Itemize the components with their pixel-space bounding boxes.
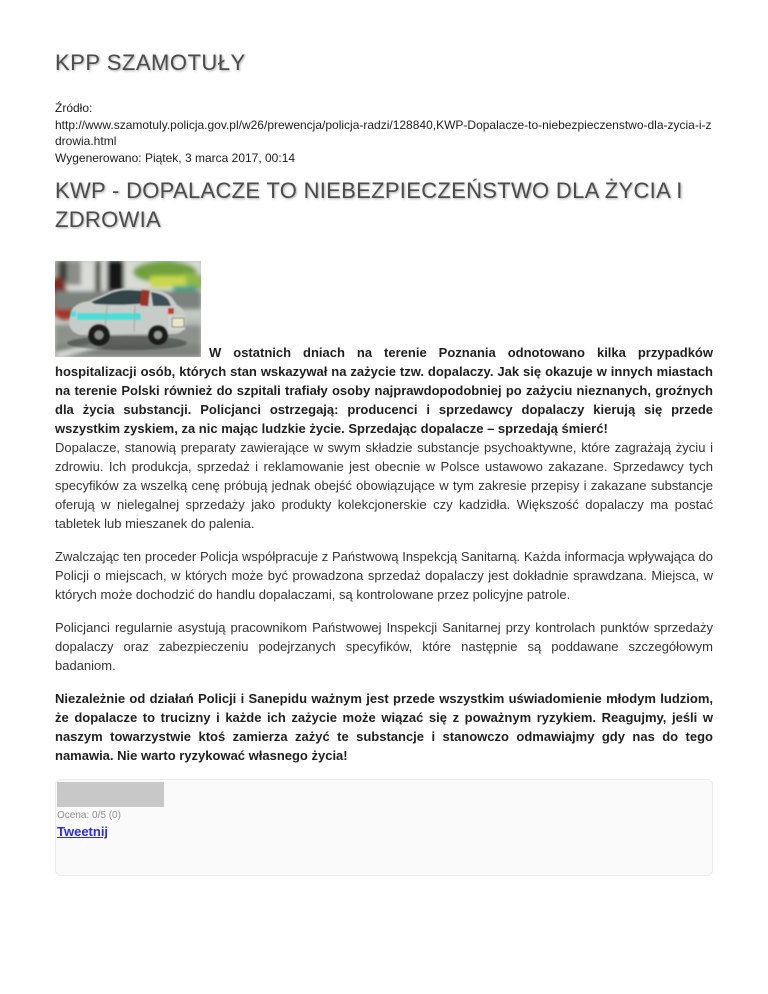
- article-body: [55, 261, 713, 765]
- source-block: [55, 100, 713, 166]
- lead-paragraph: [55, 261, 713, 438]
- closing-paragraph: Niezależnie od działań Policji i Sanepidu ważnym jest przede wszystkim uświadomienie młodym ludziom, że dopalacze to trucizny i każde ich zażycie może wiązać się z poważnym ryzykiem. Reagujmy, jeśli w naszym towarzystwie ktoś zamierza zażyć te substancje i stanowczo odmawiajmy gdy nas do tego namawia. Nie warto ryzykować własnego życia!: [55, 691, 713, 763]
- source-url: http://www.szamotuly.policja.gov.pl/w26/prewencja/policja-radzi/128840,KWP-Dopalacze-to-niebezpieczenstwo-dla-zycia-i-zdrowia.html: [55, 117, 712, 148]
- rating-widget-placeholder[interactable]: [57, 782, 164, 807]
- police-car-photo: [55, 261, 201, 357]
- rating-score: Ocena: 0/5 (0): [57, 810, 121, 821]
- article-title: KWP - DOPALACZE TO NIEBEZPIECZEŃSTWO DLA ŻYCIA I ZDROWIA: [55, 178, 683, 232]
- generated-line: Wygenerowano: Piątek, 3 marca 2017, 00:14: [55, 150, 296, 165]
- lead-text: W ostatnich dniach na terenie Poznania odnotowano kilka przypadków hospitalizacji osób, których stan wskazywał na zażycie tzw. dopalaczy. Jak się okazuje w innych miastach na terenie Polski również do szpitali trafiały osoby najprawdopodobniej po zażyciu nieznanych, groźnych dla życia substancji. Policjanci ostrzegają: producenci i sprzedawcy dopalaczy kierują się przede wszystkim zyskiem, za nic mając ludzkie życie. Sprzedając dopalacze – sprzedają śmierć!: [55, 345, 713, 436]
- paragraph-1: Dopalacze, stanowią preparaty zawierające w swym składzie substancje psychoaktywne, które zagrażają życiu i zdrowiu. Ich produkcja, sprzedaż i reklamowanie jest obecnie w Polsce ustawowo zakazane. Sprzedawcy tych specyfików za wszelką cenę próbują jednak obejść obowiązujące w tym zakresie przepisy i zakazane substancje oferują w nielegalnej sprzedaży jako produkty kolekcjonerskie czy kadzidła. Większość dopalaczy ma postać tabletek lub mieszanek do palenia.: [55, 440, 713, 531]
- paragraph-2: Zwalczając ten proceder Policja współpracuje z Państwową Inspekcją Sanitarną. Każda informacja wpływająca do Policji o miejscach, w których może być prowadzona sprzedaż dopalaczy jest dokładnie sprawdzana. Miejsca, w których może dochodzić do handlu dopalaczami, są kontrolowane przez policyjne patrole.: [55, 549, 713, 602]
- site-title: KPP SZAMOTUŁY: [55, 50, 246, 75]
- rating-panel: [55, 779, 713, 876]
- tweet-link[interactable]: Tweetnij: [57, 824, 109, 839]
- source-label: Źródło:: [55, 101, 93, 115]
- paragraph-3: Policjanci regularnie asystują pracownikom Państwowej Inspekcji Sanitarnej przy kontrolach punktów sprzedaży dopalaczy oraz zabezpieczeniu podejrzanych specyfików, które następnie są poddawane szczegółowym badaniom.: [55, 620, 713, 673]
